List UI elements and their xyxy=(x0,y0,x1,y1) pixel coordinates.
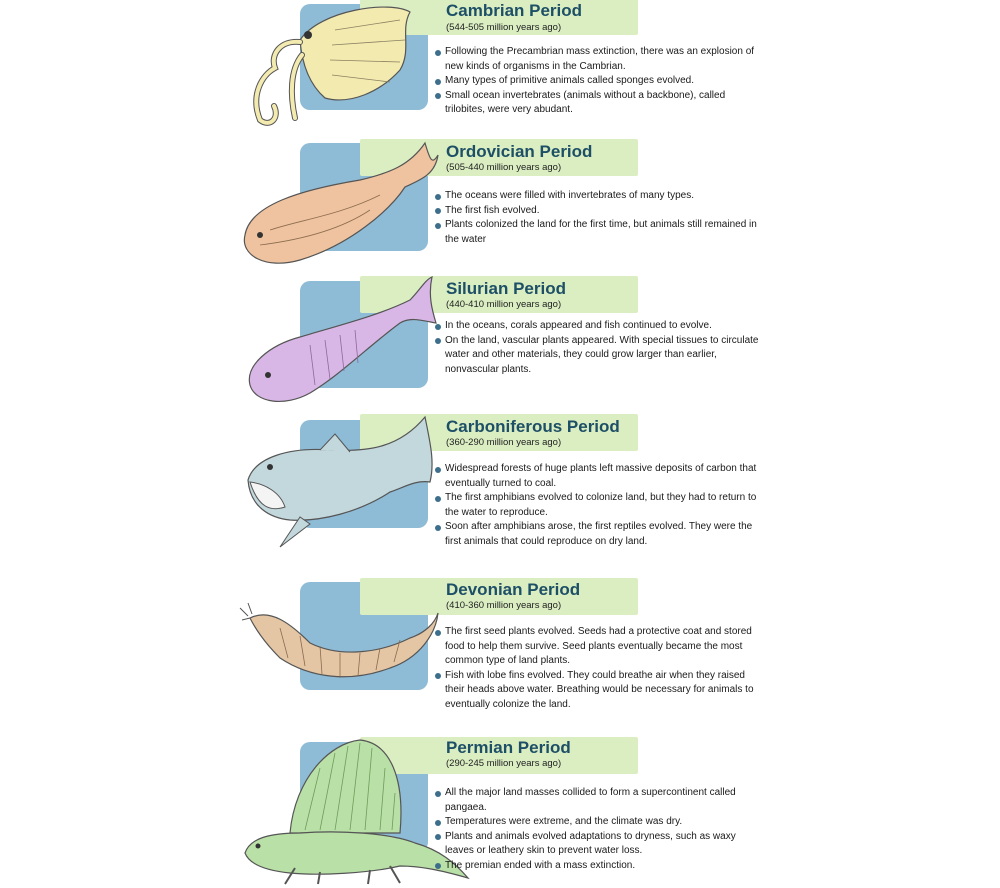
period-years: (544-505 million years ago) xyxy=(446,22,562,33)
bullet: Small ocean invertebrates (animals without a backbone), called trilobites, were very abudant. xyxy=(432,89,762,118)
period-years: (360-290 million years ago) xyxy=(446,437,562,448)
bullet: The first amphibians evolved to colonize land, but they had to return to the water to reproduce. xyxy=(432,491,762,520)
bullet: Temperatures were extreme, and the climate was dry. xyxy=(432,815,762,830)
period-bullets xyxy=(432,319,762,377)
armored-fish-icon xyxy=(240,275,440,410)
bullet: On the land, vascular plants appeared. With special tissues to circulate water and other materials, they could grow larger than earlier, nonvascular plants. xyxy=(432,334,762,378)
bullet: The first seed plants evolved. Seeds had a protective coat and stored food to help them survive. Seed plants eventually became the most common type of land plants. xyxy=(432,625,762,669)
period-title: Carboniferous Period xyxy=(446,417,620,436)
period-title: Devonian Period xyxy=(446,580,581,599)
bullet: The first fish evolved. xyxy=(432,204,762,219)
period-bullets xyxy=(432,462,762,549)
bullet: Following the Precambrian mass extinction, there was an explosion of new kinds of organisms in the Cambrian. xyxy=(432,45,762,74)
bullet: In the oceans, corals appeared and fish continued to evolve. xyxy=(432,319,762,334)
period-bullets xyxy=(432,786,762,873)
bullet: Widespread forests of huge plants left massive deposits of carbon that eventually turned to coal. xyxy=(432,462,762,491)
dunkleosteus-icon xyxy=(240,412,440,552)
bullet: Plants colonized the land for the first time, but animals still remained in the water xyxy=(432,218,762,247)
bullet: Many types of primitive animals called sponges evolved. xyxy=(432,74,762,89)
jawless-fish-icon xyxy=(240,135,440,270)
bullet: All the major land masses collided to form a supercontinent called pangaea. xyxy=(432,786,762,815)
period-bullets xyxy=(432,189,762,247)
period-bullets xyxy=(432,45,762,118)
period-bullets xyxy=(432,625,762,712)
period-years: (410-360 million years ago) xyxy=(446,600,562,611)
period-title: Permian Period xyxy=(446,738,571,757)
bullet: Plants and animals evolved adaptations to dryness, such as waxy leaves or leathery skin to prevent water loss. xyxy=(432,830,762,859)
period-years: (290-245 million years ago) xyxy=(446,758,562,769)
bullet: The oceans were filled with invertebrates of many types. xyxy=(432,189,762,204)
period-title: Silurian Period xyxy=(446,279,566,298)
period-title: Cambrian Period xyxy=(446,1,583,20)
period-years: (440-410 million years ago) xyxy=(446,299,562,310)
anomalocaris-icon xyxy=(240,0,420,135)
period-years: (505-440 million years ago) xyxy=(446,162,562,173)
bullet: The premian ended with a mass extinction. xyxy=(432,859,762,874)
bullet: Soon after amphibians arose, the first reptiles evolved. They were the first animals that could reproduce on dry land. xyxy=(432,520,762,549)
sea-worm-icon xyxy=(240,598,440,688)
period-title: Ordovician Period xyxy=(446,142,593,161)
bullet: Fish with lobe fins evolved. They could breathe air when they raised their heads above water. Breathing would be necessary for animals to eventually colonize the land. xyxy=(432,669,762,713)
